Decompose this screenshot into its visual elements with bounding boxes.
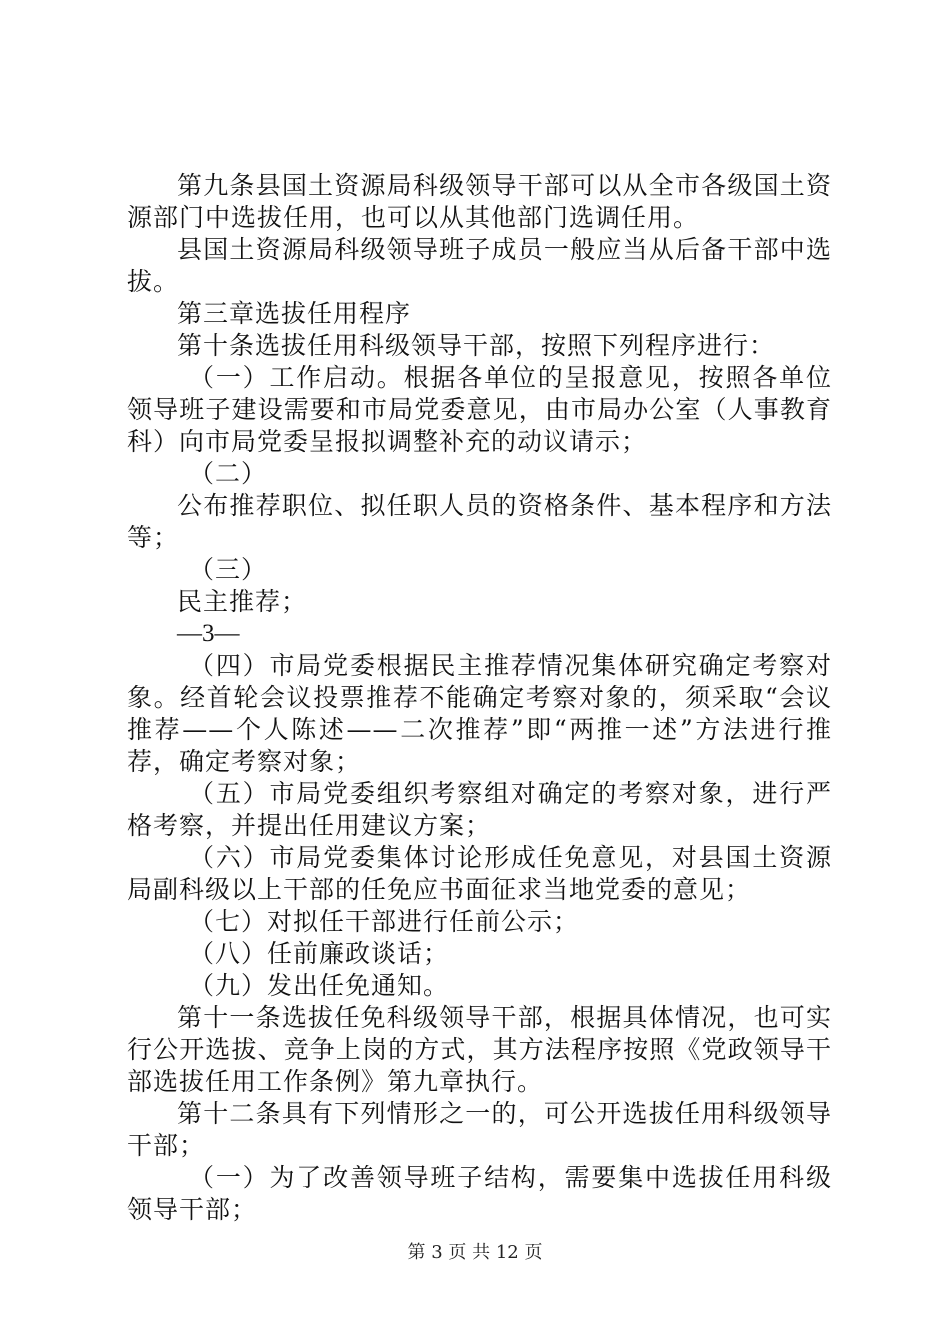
body-paragraph: （四）市局党委根据民主推荐情况集体研究确定考察对象。经首轮会议投票推荐不能确定考察对象的，须采取“会议推荐——个人陈述——二次推荐”即“两推一述”方法进行推荐，确定考察对象； (127, 651, 832, 776)
body-paragraph: 第十一条选拔任免科级领导干部，根据具体情况，也可实行公开选拔、竞争上岗的方式，其方法程序按照《党政领导干部选拔任用工作条例》第九章执行。 (127, 1003, 832, 1096)
body-paragraph: 第九条县国土资源局科级领导干部可以从全市各级国土资源部门中选拔任用，也可以从其他部门选调任用。 (127, 171, 832, 232)
body-paragraph: 第三章选拔任用程序 (177, 299, 412, 328)
body-paragraph: 第十二条具有下列情形之一的，可公开选拔任用科级领导干部； (127, 1099, 832, 1160)
body-paragraph: （一）工作启动。根据各单位的呈报意见，按照各单位领导班子建设需要和市局党委意见，由市局办公室（人事教育科）向市局党委呈报拟调整补充的动议请示； (127, 363, 832, 456)
body-paragraph: （三） (189, 555, 268, 584)
body-paragraph: （八）任前廉政谈话； (189, 939, 450, 968)
body-paragraph: （七）对拟任干部进行任前公示； (189, 907, 580, 936)
body-paragraph: 民主推荐； (177, 587, 308, 616)
body-paragraph: 县国土资源局科级领导班子成员一般应当从后备干部中选拔。 (127, 235, 832, 296)
body-paragraph: （五）市局党委组织考察组对确定的考察对象，进行严格考察，并提出任用建议方案； (127, 779, 832, 840)
body-paragraph: 公布推荐职位、拟任职人员的资格条件、基本程序和方法等； (127, 491, 832, 552)
body-paragraph: （二） (189, 459, 268, 488)
document-body (127, 170, 832, 1226)
body-paragraph: （六）市局党委集体讨论形成任免意见，对县国土资源局副科级以上干部的任免应书面征求当地党委的意见； (127, 843, 832, 904)
body-paragraph: 第十条选拔任用科级领导干部，按照下列程序进行： (177, 331, 776, 360)
body-paragraph: （一）为了改善领导班子结构，需要集中选拔任用科级领导干部； (127, 1163, 832, 1224)
body-paragraph: —3— (177, 620, 240, 647)
page-footer: 第 3 页 共 12 页 (407, 1242, 543, 1263)
body-paragraph: （九）发出任免通知。 (189, 971, 450, 1000)
